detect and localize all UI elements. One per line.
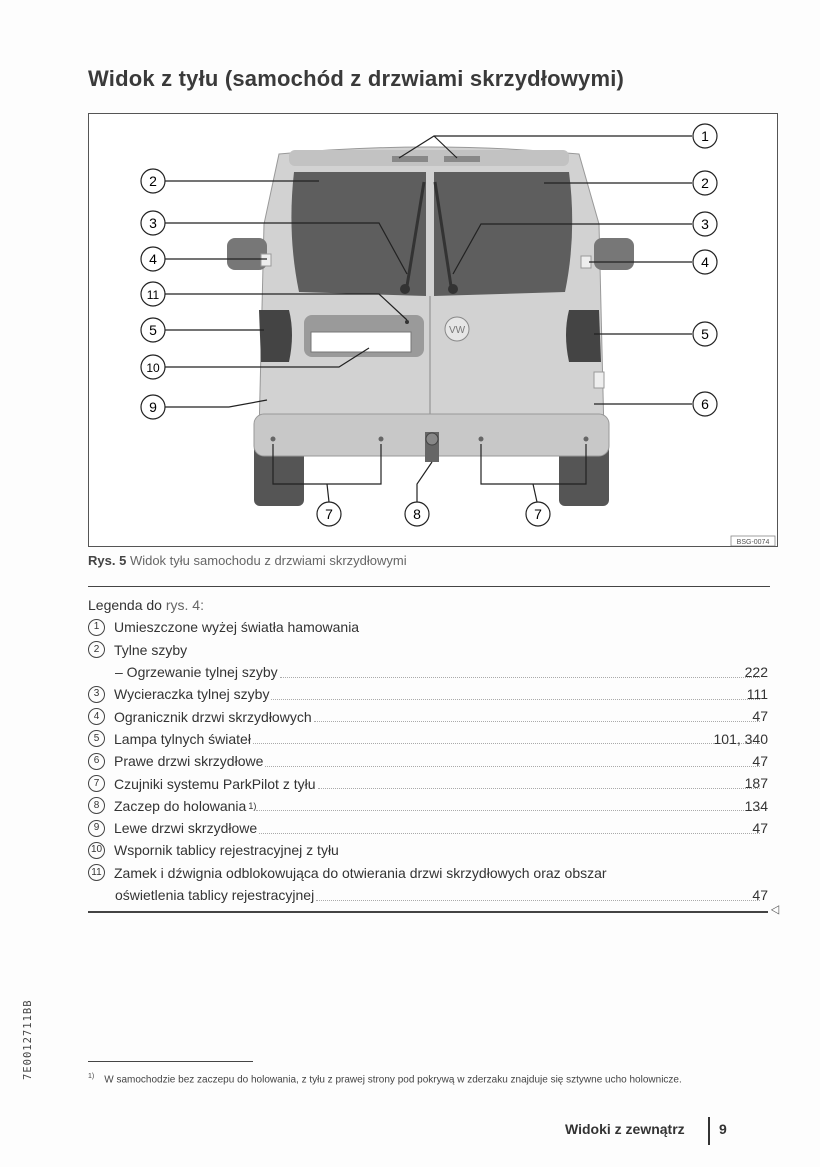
caption-label: Rys. 5 — [88, 553, 127, 568]
rear-view-figure — [88, 113, 778, 547]
item-label: Ogranicznik drzwi skrzydłowych — [114, 706, 314, 728]
item-number-badge: 11 — [88, 864, 105, 881]
svg-text:3: 3 — [701, 216, 709, 232]
page-reference: 47 — [752, 886, 768, 903]
leader-dots — [271, 699, 760, 700]
svg-text:7: 7 — [534, 506, 542, 522]
item-label: Wspornik tablicy rejestracyjnej z tyłu — [114, 839, 341, 861]
leader-dots — [265, 766, 760, 767]
legend-item — [88, 862, 770, 884]
page-title: Widok z tyłu (samochód z drzwiami skrzydłowymi) — [88, 66, 625, 91]
footnote: $^{1)}$ W samochodzie bez zaczepu do holowania, z tyłu z prawej strony pod pokrywą w zderzaku znajduje się sztywne ucho holownicze. — [88, 1073, 682, 1086]
item-label: – Ogrzewanie tylnej szyby — [115, 661, 280, 683]
svg-text:9: 9 — [149, 399, 157, 415]
page-number: 9 — [719, 1121, 727, 1137]
leader-dots — [318, 788, 760, 789]
leader-dots — [280, 677, 760, 678]
figure-caption — [88, 553, 407, 568]
callout-7-right — [526, 502, 550, 526]
svg-text:7: 7 — [325, 506, 333, 522]
svg-text:1: 1 — [701, 128, 709, 144]
leader-dots — [259, 833, 760, 834]
legend-item — [88, 839, 770, 861]
callout-4-right — [693, 250, 717, 274]
callout-7-left — [317, 502, 341, 526]
svg-text:11: 11 — [146, 288, 160, 302]
item-label: Lampa tylnych świateł — [114, 728, 253, 750]
item-number-badge: 7 — [88, 775, 105, 792]
page-reference: 134 — [744, 797, 768, 814]
legend-item — [88, 795, 770, 817]
page-reference: 47 — [752, 708, 768, 725]
vw-logo: VW — [448, 325, 466, 336]
item-label-continued: oświetlenia tablicy rejestracyjnej — [115, 884, 316, 906]
leader-dots — [256, 810, 760, 811]
legend-item — [88, 683, 770, 705]
item-label: Prawe drzwi skrzydłowe — [114, 750, 265, 772]
item-label: Wycieraczka tylnej szyby — [114, 683, 271, 705]
svg-text:10: 10 — [146, 361, 160, 375]
legend-item — [88, 884, 770, 906]
legend-item — [88, 639, 770, 661]
callout-8 — [405, 502, 429, 526]
page-reference: 222 — [744, 663, 768, 680]
item-number-badge: 10 — [88, 842, 105, 859]
svg-text:4: 4 — [701, 254, 709, 270]
svg-text:6: 6 — [701, 396, 709, 412]
page-reference: 47 — [752, 753, 768, 770]
footer-section-title: Widoki z zewnątrz — [565, 1121, 685, 1137]
legend-item — [88, 772, 770, 794]
leader-dots — [316, 900, 760, 901]
callout-11 — [141, 282, 165, 306]
svg-text:5: 5 — [149, 322, 157, 338]
leader-dots — [314, 721, 760, 722]
callout-10 — [141, 355, 165, 379]
legend-bottom-rule — [88, 911, 768, 913]
legend-item — [88, 750, 770, 772]
item-number-badge: 5 — [88, 730, 105, 747]
document-code: 7E0012711BB — [22, 999, 34, 1080]
item-label: Lewe drzwi skrzydłowe — [114, 817, 259, 839]
end-of-section-icon: ◁ — [771, 902, 780, 916]
callout-5-left — [141, 318, 165, 342]
footnote-ref: 1) — [248, 800, 257, 811]
legend-item — [88, 661, 770, 683]
callout-3-right — [693, 212, 717, 236]
svg-text:5: 5 — [701, 326, 709, 342]
legend-heading: Legenda do rys. 4: — [88, 597, 204, 614]
svg-text:3: 3 — [149, 215, 157, 231]
item-number-badge: 1 — [88, 619, 105, 636]
legend-item — [88, 705, 770, 727]
page-reference: 101, 340 — [713, 730, 768, 747]
page-reference: 111 — [746, 686, 768, 703]
page-reference: 47 — [752, 819, 768, 836]
callout-9 — [141, 395, 165, 419]
van-body — [227, 147, 634, 506]
item-label: Umieszczone wyżej światła hamowania — [114, 616, 361, 638]
svg-text:8: 8 — [413, 506, 421, 522]
caption-text: Widok tyłu samochodu z drzwiami skrzydłowymi — [129, 553, 407, 568]
callout-1 — [693, 124, 717, 148]
callout-4-left — [141, 247, 165, 271]
footnote-rule — [88, 1061, 253, 1062]
page-reference: 187 — [744, 775, 768, 792]
item-number-badge: 8 — [88, 797, 105, 814]
callout-2-left — [141, 169, 165, 193]
item-label: Zamek i dźwignia odblokowująca do otwierania drzwi skrzydłowych oraz obszar — [114, 862, 609, 884]
svg-text:2: 2 — [149, 173, 157, 189]
figure-code: BSG-0074 — [736, 539, 770, 546]
item-number-badge: 6 — [88, 753, 105, 770]
item-number-badge: 3 — [88, 686, 105, 703]
callout-6 — [693, 392, 717, 416]
legend-item — [88, 817, 770, 839]
item-number-badge: 4 — [88, 708, 105, 725]
legend-item — [88, 616, 770, 638]
legend — [88, 594, 770, 906]
leader-dots — [253, 743, 760, 744]
callout-3-left — [141, 211, 165, 235]
svg-text:2: 2 — [701, 175, 709, 191]
callout-2-right — [693, 171, 717, 195]
legend-top-rule — [88, 586, 770, 587]
van-rear-illustration — [89, 114, 777, 546]
item-label: Czujniki systemu ParkPilot z tyłu — [114, 773, 318, 795]
callout-5-right — [693, 322, 717, 346]
footer-divider — [708, 1117, 710, 1145]
item-label: Tylne szyby — [114, 639, 189, 661]
legend-item — [88, 728, 770, 750]
item-label: Zaczep do holowania — [114, 795, 248, 817]
item-number-badge: 2 — [88, 641, 105, 658]
svg-text:4: 4 — [149, 251, 157, 267]
item-number-badge: 9 — [88, 820, 105, 837]
